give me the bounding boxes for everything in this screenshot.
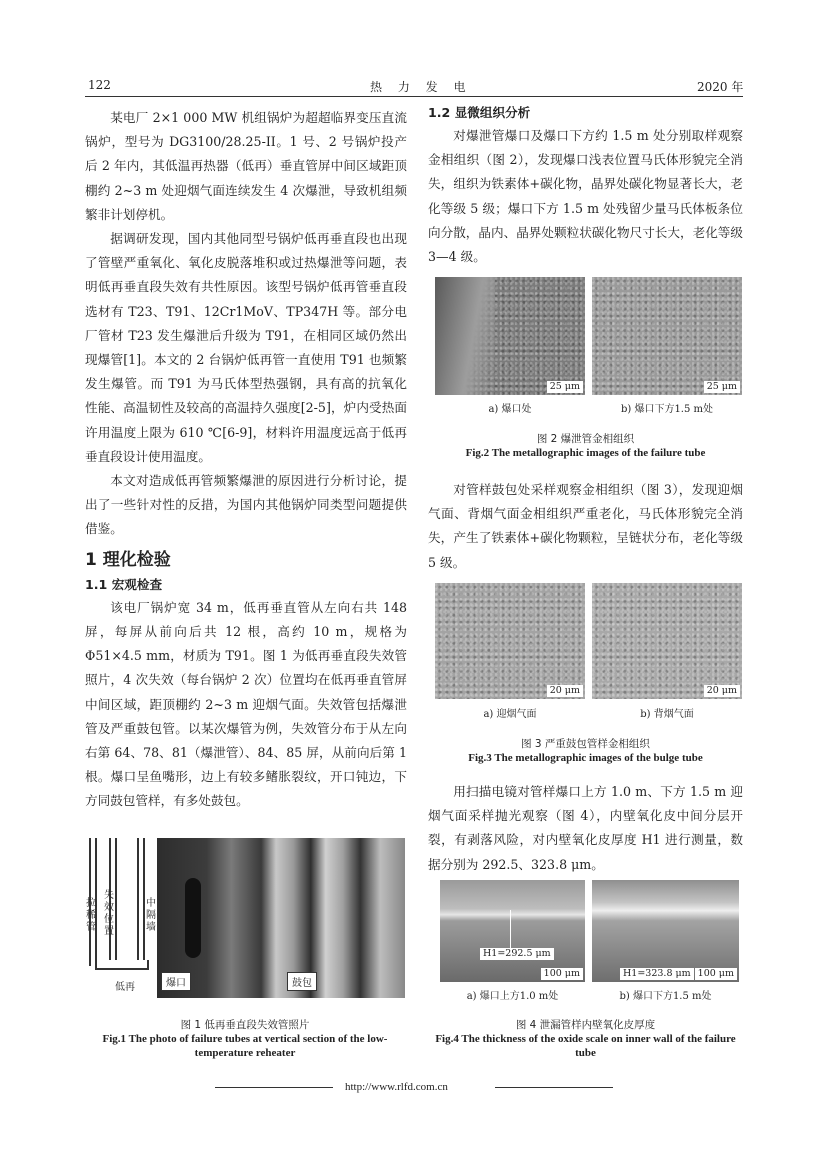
- caption-en: Fig.4 The thickness of the oxide scale on inner wall of the failure tube: [435, 1033, 736, 1059]
- label-partition-wall: 中隔墙: [146, 898, 156, 933]
- label-burst: 爆口: [161, 972, 191, 991]
- paragraph: 本文对造成低再管频繁爆泄的原因进行分析讨论，提出了一些针对性的反措，为国内其他锅炉同类型问题提供借鉴。: [85, 473, 407, 537]
- right-column-mid: [428, 478, 743, 575]
- fig1-image: [85, 838, 405, 998]
- fig3a-label: a) 迎烟气面: [483, 709, 537, 720]
- fig4b-image: [592, 880, 739, 982]
- fig1-caption: [85, 1018, 405, 1060]
- schematic-box: [95, 960, 149, 970]
- scale-bar: 100 μm: [541, 968, 583, 980]
- paragraph: 用扫描电镜对管样爆口上方 1.0 m、下方 1.5 m 迎烟气面采样抛光观察（图 4），内壁氧化皮中间分层开裂，有剥落风险，对内壁氧化皮厚度 H1 进行测量，数据分别为 292.5、323.8 μm。: [428, 784, 743, 872]
- left-column: [85, 106, 407, 814]
- texture-overlay: [435, 277, 495, 395]
- caption-en: Fig.2 The metallographic images of the failure tube: [465, 447, 706, 459]
- fig2b-label: b) 爆口下方1.5 m处: [620, 404, 714, 415]
- footer-rule-right: [495, 1087, 613, 1088]
- right-column-bottom: [428, 780, 743, 877]
- footer-rule-left: [215, 1087, 333, 1088]
- journal-name: 热 力 发 电: [370, 80, 472, 94]
- caption-cn: 图 1 低再垂直段失效管照片: [180, 1019, 310, 1031]
- caption-cn: 图 4 泄漏管样内壁氧化皮厚度: [515, 1019, 656, 1031]
- fig3-caption: [428, 737, 743, 765]
- thickness-label: H1=292.5 μm: [480, 948, 554, 960]
- paragraph: 对管样鼓包处采样观察金相组织（图 3），发现迎烟气面、背烟气面金相组织严重老化，马氏体形貌完全消失，产生了铁素体+碳化物颗粒，呈链状分布，老化等级 5 级。: [428, 482, 743, 570]
- year: 2020 年: [697, 80, 744, 94]
- thickness-label: H1=323.8 μm: [620, 968, 694, 980]
- scale-bar: 25 μm: [704, 381, 740, 393]
- label-lashi-tube: 拉稀管: [86, 898, 96, 933]
- label-low-reheater: 低再: [115, 982, 135, 993]
- caption-cn: 图 3 严重鼓包管样金相组织: [521, 738, 650, 750]
- label-bulge: 鼓包: [287, 972, 317, 991]
- paragraph: 据调研发现，国内其他同型号锅炉低再垂直段也出现了管壁严重氧化、氧化皮脱落堆积或过热爆泄等问题，表明低再垂直段失效有共性原因。该型号锅炉低再管垂直段选材有 T23、T91、12Cr1MoV、TP347H 等。部分电厂管材 T23 发生爆泄后升级为 T91，在相同区域仍然出现爆管[1]。本文的 2 台锅炉低再管一直使用 T91 也频繁发生爆管。而 T91 为马氏体型热强钢，具有高的抗氧化性能、高温韧性及较高的高温持久强度[2-5]，炉内受热面许用温度上限为 610 ℃[6-9]，材料许用温度远高于低再垂直段设计使用温度。: [85, 231, 407, 464]
- fig2a-image: [435, 277, 585, 395]
- fig4a-image: [440, 880, 585, 982]
- right-column-top: [428, 102, 743, 269]
- subsection-heading: 1.1 宏观检查: [85, 576, 163, 592]
- caption-en: Fig.1 The photo of failure tubes at vertical section of the low-temperature reheater: [102, 1033, 388, 1059]
- burst-opening: [185, 878, 201, 958]
- paragraph: 某电厂 2×1 000 MW 机组锅炉为超超临界变压直流锅炉，型号为 DG3100/28.25-II。1 号、2 号锅炉投产后 2 年内，其低温再热器（低再）垂直管屏中间区域距顶棚约 2~3 m 处迎烟气面连续发生 4 次爆泄，导致机组频繁非计划停机。: [85, 110, 407, 222]
- schematic-line: [115, 838, 117, 960]
- schematic-line: [137, 838, 139, 960]
- thickness-marker: [510, 910, 511, 948]
- paragraph: 该电厂锅炉宽 34 m，低再垂直管从左向右共 148 屏，每屏从前向后共 12 根，高约 10 m，规格为 Φ51×4.5 mm，材质为 T91。图 1 为低再垂直段失效管照片，4 次失效（每台锅炉 2 次）位置均在低再垂直管屏中间区域，距顶棚约 2~3 m 迎烟气面。失效管包括爆泄管及严重鼓包管。以某次爆管为例，失效管分布于从左向右第 64、78、81（爆泄管）、84、85 屏，从前向后第 1 根。爆口呈鱼嘴形，边上有较多鳍胀裂纹，开口钝边，下方同鼓包管样，有多处鼓包。: [85, 599, 407, 809]
- page-number: 122: [88, 78, 111, 92]
- caption-en: Fig.3 The metallographic images of the bulge tube: [468, 752, 703, 764]
- fig4-caption: [428, 1018, 743, 1060]
- footer-url[interactable]: http://www.rlfd.com.cn: [345, 1081, 448, 1093]
- fig4a-label: a) 爆口上方1.0 m处: [466, 991, 559, 1002]
- section-heading: 1 理化检验: [85, 549, 171, 570]
- paragraph: 对爆泄管爆口及爆口下方约 1.5 m 处分别取样观察金相组织（图 2），发现爆口浅表位置马氏体形貌完全消失，组织为铁素体+碳化物，晶界处碳化物显著长大，老化等级 5 级；爆口下方 1.5 m 处残留少量马氏体板条位向分散，晶内、晶界处颗粒状碳化物尺寸长大，老化等级 3—4 级。: [428, 128, 743, 265]
- scale-bar: 25 μm: [547, 381, 583, 393]
- caption-cn: 图 2 爆泄管金相组织: [536, 433, 635, 445]
- header-rule: [85, 96, 743, 97]
- scale-bar: 100 μm: [695, 968, 737, 980]
- fig2a-label: a) 爆口处: [488, 404, 532, 415]
- fig2-caption: [428, 432, 743, 460]
- label-failure-position: 失效位置: [104, 890, 114, 937]
- fig3b-label: b) 背烟气面: [640, 709, 694, 720]
- fig3b-image: [592, 583, 742, 699]
- scale-bar: 20 μm: [547, 685, 583, 697]
- subsection-heading: 1.2 显微组织分析: [428, 105, 531, 120]
- fig2b-image: [592, 277, 742, 395]
- fig3a-image: [435, 583, 585, 699]
- scale-bar: 20 μm: [704, 685, 740, 697]
- fig4b-label: b) 爆口下方1.5 m处: [619, 991, 712, 1002]
